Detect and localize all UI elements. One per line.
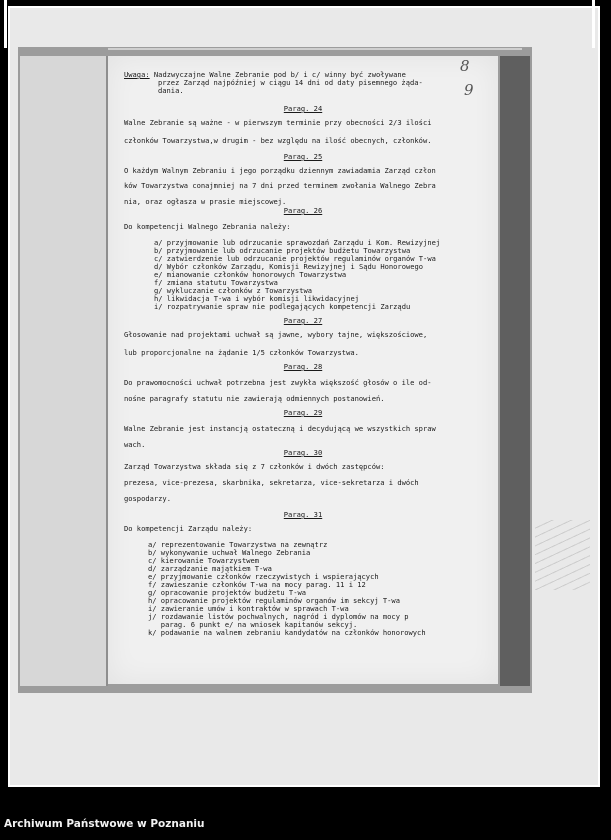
para27-heading: Parag. 27 <box>283 316 323 325</box>
para26-item-d: d/ Wybór członków Zarządu, Komisji Rewizyjnej i Sądu Honorowego <box>154 262 424 271</box>
para29-line-2: wach. <box>124 440 146 449</box>
para25-line-1: O każdym Walnym Zebraniu i jego porządku dziennym zawiadamia Zarząd człon <box>124 166 436 175</box>
para27-line-2: lub proporcjonalne na żądanie 1/5 członków Towarzystwa. <box>124 348 359 357</box>
para31-item-j: j/ rozdawanie listów pochwalnych, nagród i dyplomów na mocy p <box>148 612 409 621</box>
para29-line-1: Walne Zebranie jest instancją ostateczną i decydującą we wszystkich spraw <box>124 424 436 433</box>
typed-document-page <box>108 56 498 684</box>
para30-line-2: prezesa, vice-prezesa, skarbnika, sekretarza, vice-sekretarza i dwóch <box>124 478 419 487</box>
para25-line-3: nia, oraz ogłasza w prasie miejscowej. <box>124 197 287 206</box>
frame-mark-left <box>4 0 7 48</box>
para31-item-e: e/ przyjmowanie członków rzeczywistych i wspierających <box>148 572 379 581</box>
para31-item-j-cont: parag. 6 punkt e/ na wniosek kapitanów sekcyj. <box>148 620 358 629</box>
note-text: Nadzwyczajne Walne Zebranie pod b/ i c/ winny być zwoływane <box>153 70 406 79</box>
para24-heading: Parag. 24 <box>283 104 323 113</box>
para31-item-h: h/ opracowanie projektów regulaminów organów im sekcyj T-wa <box>148 596 400 605</box>
para24-line-2: członków Towarzystwa,w drugim - bez względu na ilość obecnych, członków. <box>124 136 432 145</box>
para26-item-f: f/ zmiana statutu Towarzystwa <box>154 278 278 287</box>
para31-item-c: c/ kierowanie Towarzystwem <box>148 556 260 565</box>
handwritten-page-number-1: 8 <box>460 57 470 75</box>
para27-line-1: Głosowanie nad projektami uchwał są jawne, wybory tajne, większościowe, <box>124 330 428 339</box>
para26-item-g: g/ wykluczanie członków z Towarzystwa <box>154 286 313 295</box>
para30-heading: Parag. 30 <box>283 448 323 457</box>
para31-item-k: k/ podawanie na walnem zebraniu kandydatów na członków honorowych <box>148 628 426 637</box>
para24-line-1: Walne Zebranie są ważne - w pierwszym terminie przy obecności 2/3 ilości <box>124 118 432 127</box>
para29-heading: Parag. 29 <box>283 408 323 417</box>
para26-intro: Do kompetencji Walnego Zebrania należy: <box>124 222 291 231</box>
film-scratch <box>535 520 590 590</box>
para30-line-1: Zarząd Towarzystwa składa się z 7 członków i dwóch zastępców: <box>124 462 385 471</box>
para31-item-f: f/ zawieszanie członków T-wa na mocy parag. 11 i 12 <box>148 580 366 589</box>
handwritten-page-number-2: 9 <box>464 81 474 99</box>
para26-heading: Parag. 26 <box>283 206 323 215</box>
para26-item-b: b/ przyjmowanie lub odrzucanie projektów budżetu Towarzystwa <box>154 246 411 255</box>
para26-item-h: h/ likwidacja T-wa i wybór komisji likwidacyjnej <box>154 294 359 303</box>
para31-item-i: i/ zawieranie umów i kontraktów w sprawach T-wa <box>148 604 349 613</box>
para26-item-c: c/ zatwierdzenie lub odrzucanie projektów regulaminów organów T-wa <box>154 254 436 263</box>
para26-item-i: i/ rozpatrywanie spraw nie podlegających kompetencji Zarządu <box>154 302 411 311</box>
note-line-3: dania. <box>158 86 184 95</box>
frame-mark-right <box>592 0 595 48</box>
folder-right-edge <box>500 56 530 686</box>
para28-line-1: Do prawomocności uchwał potrzebna jest zwykła większość głosów o ile od- <box>124 378 432 387</box>
para31-item-g: g/ opracowanie projektów budżetu T-wa <box>148 588 307 597</box>
para28-line-2: nośne paragrafy statutu nie zawierają odmiennych postanowień. <box>124 394 385 403</box>
note-line-2: przez Zarząd najpóźniej w ciągu 14 dni od daty pisemnego żąda- <box>158 78 423 87</box>
para26-item-e: e/ mianowanie członków honorowych Towarzystwa <box>154 270 347 279</box>
para31-item-a: a/ reprezentowanie Towarzystwa na zewnątrz <box>148 540 328 549</box>
para31-heading: Parag. 31 <box>283 510 323 519</box>
para31-item-b: b/ wykonywanie uchwał Walnego Zebrania <box>148 548 311 557</box>
folder-left-sheet <box>20 56 108 686</box>
para25-line-2: ków Towarzystwa conajmniej na 7 dni przed terminem zwołania Walnego Zebra <box>124 181 436 190</box>
para28-heading: Parag. 28 <box>283 362 323 371</box>
para31-item-d: d/ zarządzanie majątkiem T-wa <box>148 564 272 573</box>
para26-item-a: a/ przyjmowanie lub odrzucanie sprawozdań Zarządu i Kom. Rewizyjnej <box>154 238 441 247</box>
archive-footer-caption: Archiwum Państwowe w Poznaniu <box>4 818 205 830</box>
para31-intro: Do kompetencji Zarządu należy: <box>124 524 253 533</box>
para25-heading: Parag. 25 <box>283 152 323 161</box>
folder-top-edge <box>108 48 522 50</box>
para30-line-3: gospodarzy. <box>124 494 171 503</box>
note-label: Uwaga: <box>124 70 150 79</box>
